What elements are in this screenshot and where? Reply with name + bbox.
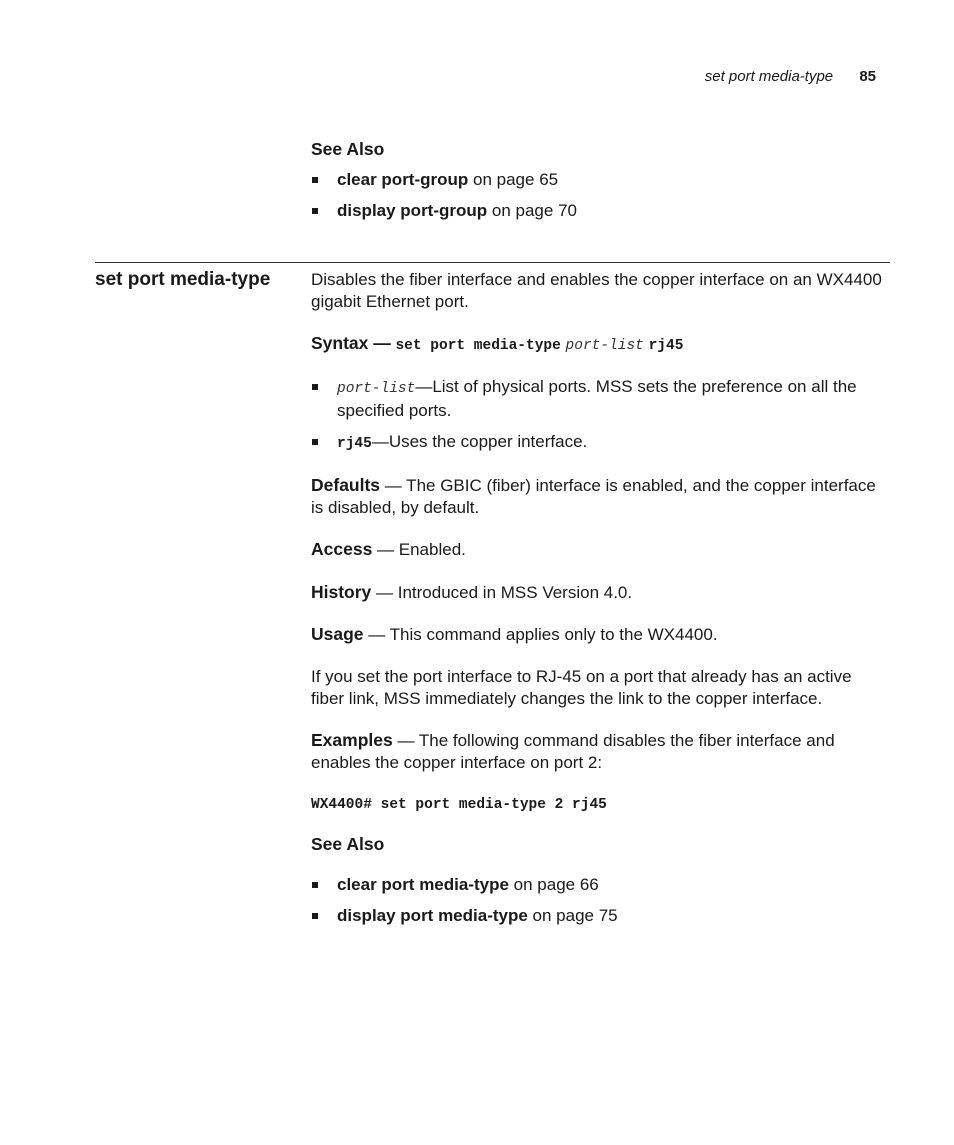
list-item	[311, 874, 886, 896]
list-item	[311, 169, 886, 191]
cross-ref-command: clear port media-type	[337, 875, 509, 894]
list-item	[311, 905, 886, 927]
usage-paragraph	[311, 623, 886, 646]
access-text: — Enabled.	[372, 540, 466, 559]
bullet-icon	[312, 384, 318, 390]
cross-ref-page: on page 70	[487, 201, 577, 220]
cross-ref-page: on page 65	[468, 170, 559, 189]
bullet-icon	[312, 439, 318, 445]
usage-text: — This command applies only to the WX4400.	[363, 625, 718, 644]
page-header	[705, 66, 876, 88]
param-name: port-list	[337, 381, 416, 397]
bullet-icon	[312, 913, 318, 919]
param-desc: —Uses the copper interface.	[371, 432, 588, 451]
bullet-icon	[312, 208, 318, 214]
defaults-paragraph	[311, 474, 886, 519]
bullet-icon	[312, 882, 318, 888]
syntax-arg: port-list	[565, 338, 644, 354]
history-paragraph	[311, 581, 886, 604]
usage-label: Usage	[311, 624, 364, 644]
see-also-top	[311, 138, 886, 222]
param-name: rj45	[337, 436, 372, 452]
examples-text: — The following command disables the fiber interface and enables the copper interface on port 2:	[311, 731, 835, 772]
running-title: set port media-type	[704, 68, 834, 85]
history-text: — Introduced in MSS Version 4.0.	[371, 583, 633, 602]
history-label: History	[311, 582, 372, 602]
usage-note: If you set the port interface to RJ-45 on a port that already has an active fiber link, MSS immediately changes the link to the copper interface.	[311, 667, 852, 708]
defaults-label: Defaults	[311, 475, 381, 495]
list-item	[311, 431, 886, 455]
examples-paragraph	[311, 729, 886, 774]
list-item	[311, 376, 886, 422]
access-paragraph	[311, 538, 886, 561]
defaults-text: — The GBIC (fiber) interface is enabled, and the copper interface is disabled, by default.	[311, 476, 876, 517]
cross-ref-command: display port media-type	[337, 906, 528, 925]
see-also-heading: See Also	[311, 834, 385, 854]
bullet-icon	[312, 177, 318, 183]
section-title: set port media-type	[95, 269, 271, 290]
cross-ref-page: on page 75	[527, 906, 618, 925]
syntax-keyword: rj45	[648, 338, 684, 354]
cross-ref-page: on page 66	[508, 875, 599, 894]
see-also-heading: See Also	[311, 139, 385, 159]
intro-paragraph: Disables the fiber interface and enables the copper interface on an WX4400 gigabit Ethernet port.	[311, 270, 882, 311]
param-desc: —List of physical ports. MSS sets the preference on all the specified ports.	[337, 377, 857, 420]
syntax-command: set port media-type	[395, 338, 561, 354]
page-number: 85	[859, 68, 876, 85]
access-label: Access	[311, 539, 373, 559]
syntax-line	[311, 332, 886, 357]
list-item	[311, 200, 886, 222]
examples-label: Examples	[311, 730, 393, 750]
example-command: WX4400# set port media-type 2 rj45	[311, 797, 607, 813]
cross-ref-command: display port-group	[337, 201, 488, 220]
section-divider	[95, 262, 890, 263]
section-body	[311, 269, 886, 927]
syntax-label: Syntax —	[311, 333, 391, 353]
cross-ref-command: clear port-group	[337, 170, 469, 189]
